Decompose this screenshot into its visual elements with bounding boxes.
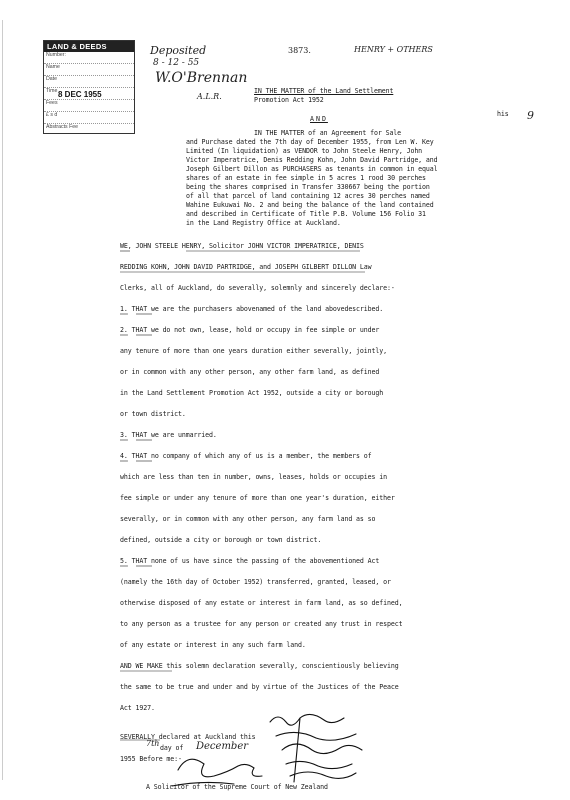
stamp-row-time: Time — [44, 88, 134, 100]
clause-2: 2. THAT we do not own, lease, hold or occupy in fee simple or under — [120, 326, 380, 334]
declaration-line: or town district. — [120, 410, 186, 418]
stamp-header: LAND & DEEDS — [44, 41, 134, 52]
heading-and: AND — [310, 115, 328, 123]
declared-day: 7th — [146, 739, 160, 748]
stamp-row-fees: Fees — [44, 100, 134, 112]
solemn-declaration: AND WE MAKE this solemn declaration severally, conscientiously believing — [120, 662, 399, 670]
solicitor-line: A Solicitor of the Supreme Court of New Zealand — [146, 783, 328, 791]
matter-line: Joseph Gilbert Dillon as PURCHASERS as tenants in common in equal — [186, 165, 438, 173]
declared-line2: day of — [160, 744, 184, 752]
stamp-row-date: Date — [44, 76, 134, 88]
clause-4: 4. THAT no company of which any of us is a member, the members of — [120, 452, 372, 460]
declared-line3: 1955 Before me:- — [120, 755, 182, 763]
matter-line: Wahine Eukuwai No. 2 and being the balance of the land contained — [186, 201, 434, 209]
stamp-row-number: Number: — [44, 52, 134, 64]
stamp-row-amount: £ s d — [44, 112, 134, 124]
matter-line: and Purchase dated the 7th day of December 1955, from Len W. Key — [186, 138, 434, 146]
ala-initials: A.L.R. — [197, 92, 222, 101]
matter-line: and described in Certificate of Title P.B. Volume 156 Folio 31 — [186, 210, 426, 218]
stamp-row-abstracts: Abstracts Fee — [46, 124, 79, 130]
clause-1: 1. THAT we are the purchasers abovenamed of the land abovedescribed. — [120, 305, 384, 313]
registrar-signature: W.O'Brennan — [155, 70, 248, 86]
declaration-line: fee simple or under any tenure of more than one year's duration, either — [120, 494, 395, 502]
declared-month: December — [196, 741, 249, 752]
reference-number: 3873. — [288, 46, 311, 55]
matter-line: IN THE MATTER of an Agreement for Sale — [254, 129, 402, 137]
declaration-line: (namely the 16th day of October 1952) transferred, granted, leased, or — [120, 578, 391, 586]
matter-line: of all that parcel of land containing 12 acres 30 perches named — [186, 192, 430, 200]
declaration-line: which are less than ten in number, owns, leases, holds or occupies in — [120, 473, 388, 481]
matter-line: Limited (In liquidation) as VENDOR to John Steele Henry, John — [186, 147, 423, 155]
declaration-line: otherwise disposed of any estate or interest in farm land, as so defined, — [120, 599, 403, 607]
clause-5: 5. THAT none of us have since the passing of the abovementioned Act — [120, 557, 380, 565]
declaration-line: any tenure of more than one years duration either severally, jointly, — [120, 347, 388, 355]
declaration-line: Act 1927. — [120, 704, 155, 712]
matter-line: in the Land Registry Office at Auckland. — [186, 219, 341, 227]
declaration-line: or in common with any other person, any other farm land, as defined — [120, 368, 380, 376]
declaration-line: in the Land Settlement Promotion Act 1952, outside a city or borough — [120, 389, 384, 397]
declaration-line: defined, outside a city or borough or town district. — [120, 536, 322, 544]
declaration-line: REDDING KOHN, JOHN DAVID PARTRIDGE, and JOSEPH GILBERT DILLON Law — [120, 263, 372, 271]
deposited-note: Deposited — [150, 44, 207, 57]
declaration-line: severally, or in common with any other person, any farm land as so — [120, 515, 376, 523]
heading-matter-line2: Promotion Act 1952 — [254, 96, 324, 104]
declaration-line: Clerks, all of Auckland, do severally, solemnly and sincerely declare:- — [120, 284, 395, 292]
declaration-line: to any person as a trustee for any person or created any trust in respect — [120, 620, 403, 628]
matter-line: being the shares comprised in Transfer 330667 being the portion — [186, 183, 430, 191]
deposited-date: 8 - 12 - 55 — [153, 58, 200, 68]
declaration-line: WE, JOHN STEELE HENRY, Solicitor JOHN VICTOR IMPERATRICE, DENIS — [120, 242, 364, 250]
declared-line1: SEVERALLY declared at Auckland this — [120, 733, 256, 741]
scan-edge — [2, 20, 3, 780]
declaration-line: of any estate or interest in any such farm land. — [120, 641, 306, 649]
stamp-date: 8 DEC 1955 — [58, 90, 102, 99]
reference-names: HENRY + OTHERS — [354, 45, 433, 54]
clause-3: 3. THAT we are unmarried. — [120, 431, 217, 439]
land-deeds-stamp — [43, 40, 135, 134]
page-number-9: 9 — [527, 109, 534, 122]
margin-marker: his — [497, 110, 509, 118]
heading-matter-line1: IN THE MATTER of the Land Settlement — [254, 87, 394, 95]
stamp-row-name: Name — [44, 64, 134, 76]
matter-line: shares of an estate in fee simple in 5 acres 1 rood 30 perches — [186, 174, 426, 182]
matter-line: Victor Imperatrice, Denis Redding Kohn, John David Partridge, and — [186, 156, 438, 164]
declaration-line: the same to be true and under and by virtue of the Justices of the Peace — [120, 683, 399, 691]
